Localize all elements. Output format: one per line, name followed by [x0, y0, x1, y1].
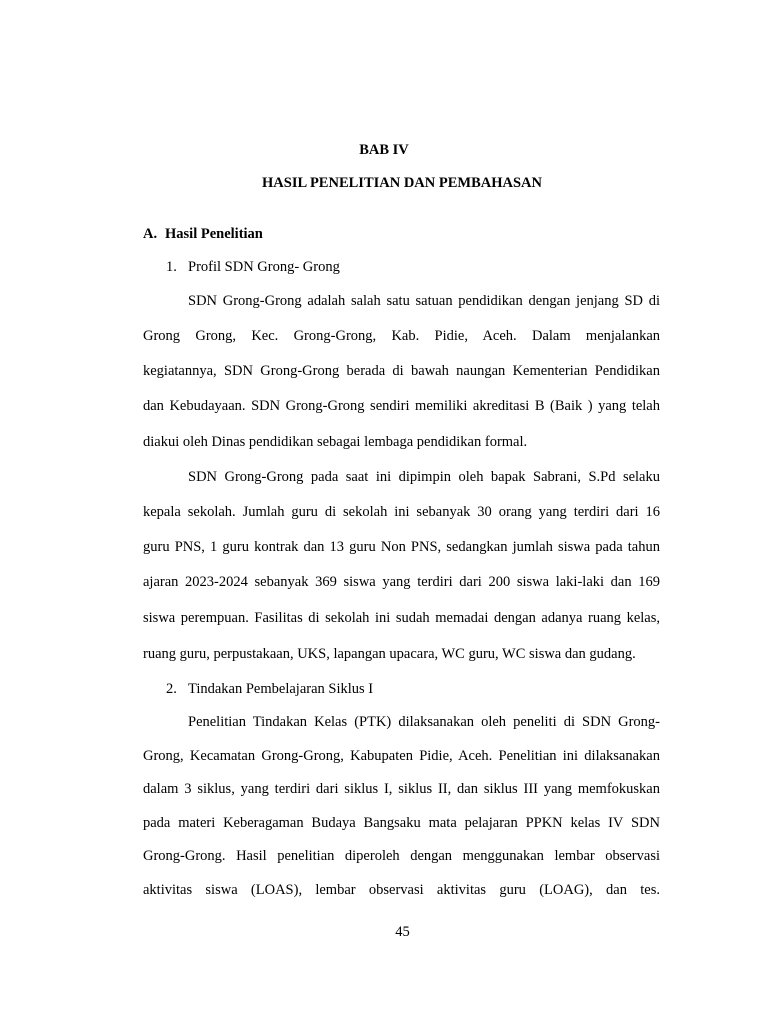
subsection-title: Tindakan Pembelajaran Siklus I [188, 681, 374, 697]
paragraph-line: dan Kebudayaan. SDN Grong-Grong sendiri memiliki akreditasi B (Baik ) yang telah [143, 398, 660, 414]
paragraph-line: ajaran 2023-2024 sebanyak 369 siswa yang terdiri dari 200 siswa laki-laki dan 169 [143, 574, 660, 590]
paragraph-line: diakui oleh Dinas pendidikan sebagai lembaga pendidikan formal. [143, 434, 528, 450]
chapter-label: BAB IV [359, 142, 409, 158]
subsection-heading [166, 681, 373, 698]
subsection-title: Profil SDN Grong- Grong [188, 259, 340, 275]
paragraph-line: Grong, Kecamatan Grong-Grong, Kabupaten Pidie, Aceh. Penelitian ini dilaksanakan [143, 748, 660, 764]
paragraph-line: ruang guru, perpustakaan, UKS, lapangan upacara, WC guru, WC siswa dan gudang. [143, 646, 636, 662]
paragraph-line: SDN Grong-Grong adalah salah satu satuan pendidikan dengan jenjang SD di [188, 293, 660, 309]
paragraph-line: SDN Grong-Grong pada saat ini dipimpin oleh bapak Sabrani, S.Pd selaku [188, 469, 660, 485]
paragraph-line: pada materi Keberagaman Budaya Bangsaku mata pelajaran PPKN kelas IV SDN [143, 815, 660, 831]
paragraph-line: kegiatannya, SDN Grong-Grong berada di bawah naungan Kementerian Pendidikan [143, 363, 660, 379]
subsection-heading [166, 259, 340, 276]
paragraph-line: Grong Grong, Kec. Grong-Grong, Kab. Pidie, Aceh. Dalam menjalankan [143, 328, 660, 344]
page-number: 45 [395, 924, 410, 940]
paragraph-line: Penelitian Tindakan Kelas (PTK) dilaksanakan oleh peneliti di SDN Grong- [188, 714, 660, 730]
section-title: Hasil Penelitian [165, 226, 263, 242]
section-heading [143, 226, 263, 243]
paragraph-line: guru PNS, 1 guru kontrak dan 13 guru Non PNS, sedangkan jumlah siswa pada tahun [143, 539, 660, 555]
subsection-number: 1. [166, 259, 177, 275]
paragraph-line: dalam 3 siklus, yang terdiri dari siklus I, siklus II, dan siklus III yang memfokuskan [143, 781, 660, 797]
chapter-title: HASIL PENELITIAN DAN PEMBAHASAN [262, 175, 542, 191]
paragraph-line: Grong-Grong. Hasil penelitian diperoleh dengan menggunakan lembar observasi [143, 848, 660, 864]
paragraph-line: aktivitas siswa (LOAS), lembar observasi aktivitas guru (LOAG), dan tes. [143, 882, 660, 898]
section-label: A. [143, 226, 158, 242]
paragraph-line: siswa perempuan. Fasilitas di sekolah ini sudah memadai dengan adanya ruang kelas, [143, 610, 660, 626]
subsection-number: 2. [166, 681, 177, 697]
paragraph-line: kepala sekolah. Jumlah guru di sekolah ini sebanyak 30 orang yang terdiri dari 16 [143, 504, 660, 520]
